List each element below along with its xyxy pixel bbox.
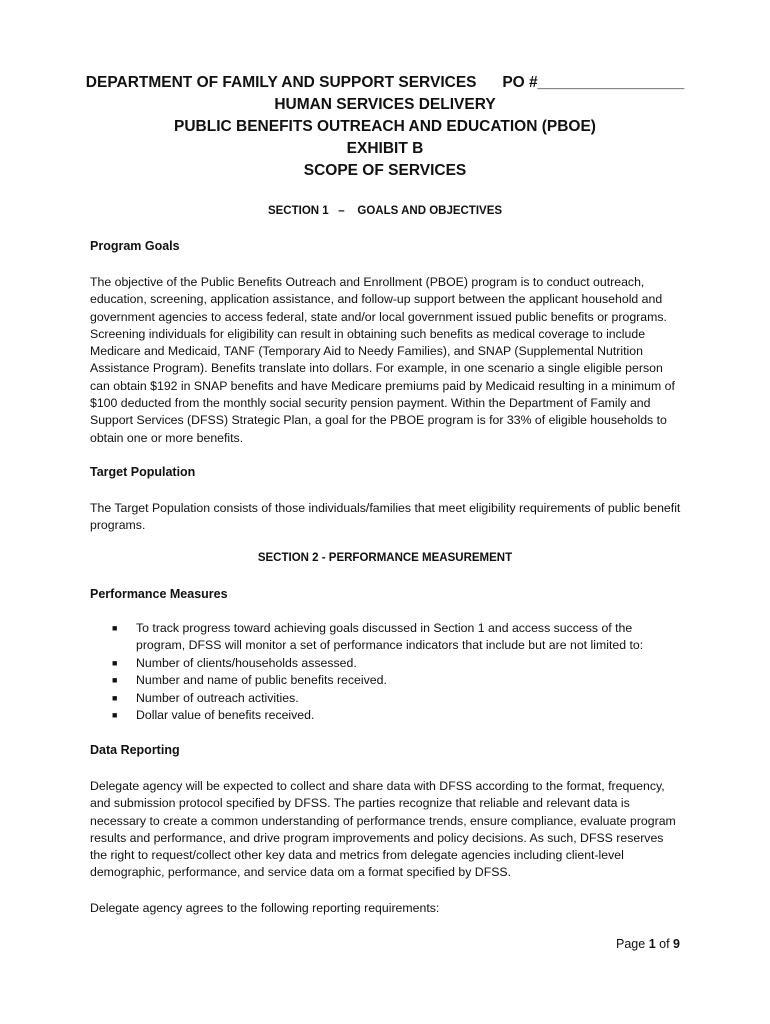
document-header	[0, 72, 770, 182]
performance-measures-heading: Performance Measures	[90, 587, 228, 601]
data-reporting-heading: Data Reporting	[90, 743, 180, 757]
bullet-icon: ■	[112, 692, 118, 703]
bullet-icon: ■	[112, 675, 118, 686]
bullet-icon: ■	[112, 710, 118, 721]
header-line-3: PUBLIC BENEFITS OUTREACH AND EDUCATION (PBOE)	[174, 118, 596, 135]
target-population-heading: Target Population	[90, 465, 196, 479]
po-number-field: PO #_________________	[502, 74, 685, 91]
header-line-2: HUMAN SERVICES DELIVERY	[274, 96, 496, 113]
program-goals-heading: Program Goals	[90, 239, 180, 253]
bullet-icon: ■	[112, 657, 118, 668]
data-reporting-text: Delegate agency will be expected to collect and share data with DFSS according to the format, frequency, and submission protocol specified by DFSS. The parties recognize that reliable and relevant data is necessary to create a common understanding of performance trends, ensure compliance, evaluate program results and performance, and drive program improvements and policy decisions. As such, DFSS reserves the right to request/collect other key data and metrics from delegate agencies including client-level demographic, performance, and service data om a format specified by DFSS.	[90, 779, 676, 880]
section-2-title: SECTION 2 - PERFORMANCE MEASUREMENT	[257, 552, 513, 564]
list-item: ■ Dollar value of benefits received.	[90, 707, 680, 724]
header-line-5: SCOPE OF SERVICES	[303, 162, 467, 179]
department-name: DEPARTMENT OF FAMILY AND SUPPORT SERVICES	[85, 74, 477, 91]
header-line-1	[0, 72, 770, 94]
list-item: ■ Number and name of public benefits received.	[90, 672, 680, 689]
performance-measures-list	[90, 620, 680, 724]
header-line-4: EXHIBIT B	[346, 140, 424, 157]
section-1-title: SECTION 1 – GOALS AND OBJECTIVES	[267, 205, 503, 217]
bullet-icon: ■	[112, 623, 118, 633]
list-item: ■ Number of clients/households assessed.	[90, 655, 680, 672]
page-number: Page 1 of 9	[616, 937, 680, 951]
target-population-text: The Target Population consists of those individuals/families that meet eligibility requirements of public benefit programs.	[90, 501, 681, 533]
reporting-requirements-intro: Delegate agency agrees to the following reporting requirements:	[90, 901, 440, 915]
list-item: ■ To track progress toward achieving goals discussed in Section 1 and access success of the program, DFSS will monitor a set of performance indicators that include but are not limited to:	[112, 621, 644, 653]
list-item: ■ Number of outreach activities.	[90, 690, 680, 707]
program-goals-text: The objective of the Public Benefits Outreach and Enrollment (PBOE) program is to conduct outreach, education, screening, application assistance, and follow-up support between the applicant household and government agencies to access federal, state and/or local government issued public benefits or programs. Screening individuals for eligibility can result in obtaining such benefits as medical coverage to include Medicare and Medicaid, TANF (Temporary Aid to Needy Families), and SNAP (Supplemental Nutrition Assistance Program). Benefits translate into dollars. For example, in one scenario a single eligible person can obtain $192 in SNAP benefits and have Medicare premiums paid by Medicaid resulting in a minimum of $100 deducted from the monthly social security pension payment. Within the Department of Family and Support Services (DFSS) Strategic Plan, a goal for the PBOE program is for 33% of eligible households to obtain one or more benefits.	[90, 275, 675, 445]
